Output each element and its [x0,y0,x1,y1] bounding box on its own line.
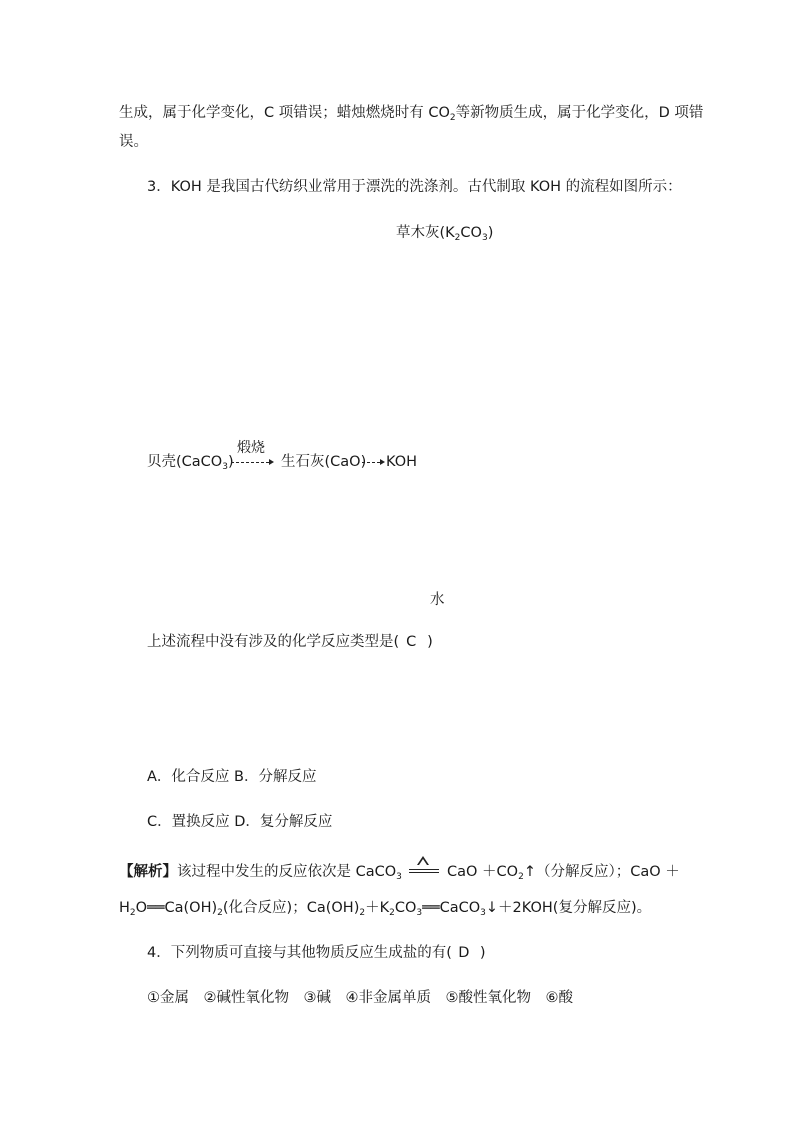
text-segment: CO [460,225,482,241]
arrow-head [269,459,274,465]
question-3-ask [147,632,433,652]
subscript: 2 [449,113,456,123]
text-line [119,103,703,125]
options-ab: A．化合反应 B．分解反应 [147,769,317,785]
subscript: 2 [129,908,136,918]
text-segment: ) [227,454,234,470]
equals-sign [409,869,439,873]
text-segment: 草木灰(K [396,225,455,241]
text-segment: 该过程中发生的反应依次是 CaCO [177,864,397,880]
analysis-line-1 [119,862,402,884]
answer-choice: C [406,634,417,650]
subscript: 3 [222,462,228,472]
question-4-options: ①金属 ②碱性氧化物 ③碱 ④非金属单质 ⑤酸性氧化物 ⑥酸 [147,990,573,1006]
subscript: 2 [389,908,395,918]
subscript: 2 [518,872,524,882]
calcine-label: 煅烧 [237,440,265,456]
question-text: 3．KOH 是我国古代纺织业常用于漂洗的洗涤剂。古代制取 KOH 的流程如图所示： [147,179,682,195]
text-segment: CaO ＋CO [447,864,519,880]
analysis-tag: 【解析】 [119,864,177,880]
arrow-line [231,462,269,463]
heat-triangle-inner [419,859,427,865]
text-segment: ) [479,945,486,961]
plant-ash-label [396,223,493,245]
water-label: 水 [430,592,445,608]
text-segment: 等新物质生成，属于化学变化，D 项错 [455,105,704,121]
question-4-stem [147,943,486,963]
question-text: 上述流程中没有涉及的化学反应类型是( [147,634,400,650]
shell-label [147,452,234,474]
subscript: 3 [416,908,423,918]
text-segment: ) [487,225,494,241]
analysis-line-1b [447,862,680,884]
arrow-line [362,462,380,463]
subscript: 3 [396,872,402,882]
text-line [119,132,148,152]
text-segment: CO [394,900,417,916]
subscript: 3 [480,908,486,918]
answer-choice: D [458,945,470,961]
analysis-line-2 [119,898,651,920]
text-segment: ) [427,634,433,650]
quicklime-label: 生石灰(CaO) [281,454,367,470]
text-segment: 生成，属于化学变化，C 项错误；蜡烛燃烧时有 CO [119,105,450,121]
text-segment: O══Ca(OH) [135,900,218,916]
text-segment: ↑（分解反应）；CaO ＋ [523,864,680,880]
subscript: 2 [359,908,366,918]
question-3-stem [147,177,682,197]
text-segment: ══CaCO [422,900,481,916]
subscript: 2 [217,908,223,918]
question-text: 4．下列物质可直接与其他物质反应生成盐的有( [147,945,452,961]
options-cd: C．置换反应 D．复分解反应 [147,814,333,830]
koh-label: KOH [386,454,418,470]
text-segment: 误。 [119,134,148,150]
subscript: 3 [481,233,488,243]
text-segment: (化合反应)；Ca(OH) [222,900,360,916]
text-segment: ＋K [365,900,390,916]
text-segment: ↓＋2KOH(复分解反应)。 [485,900,652,916]
text-segment: H [119,900,130,916]
arrow-head [380,459,385,465]
text-segment: 贝壳(CaCO [147,454,223,470]
subscript: 2 [454,233,461,243]
